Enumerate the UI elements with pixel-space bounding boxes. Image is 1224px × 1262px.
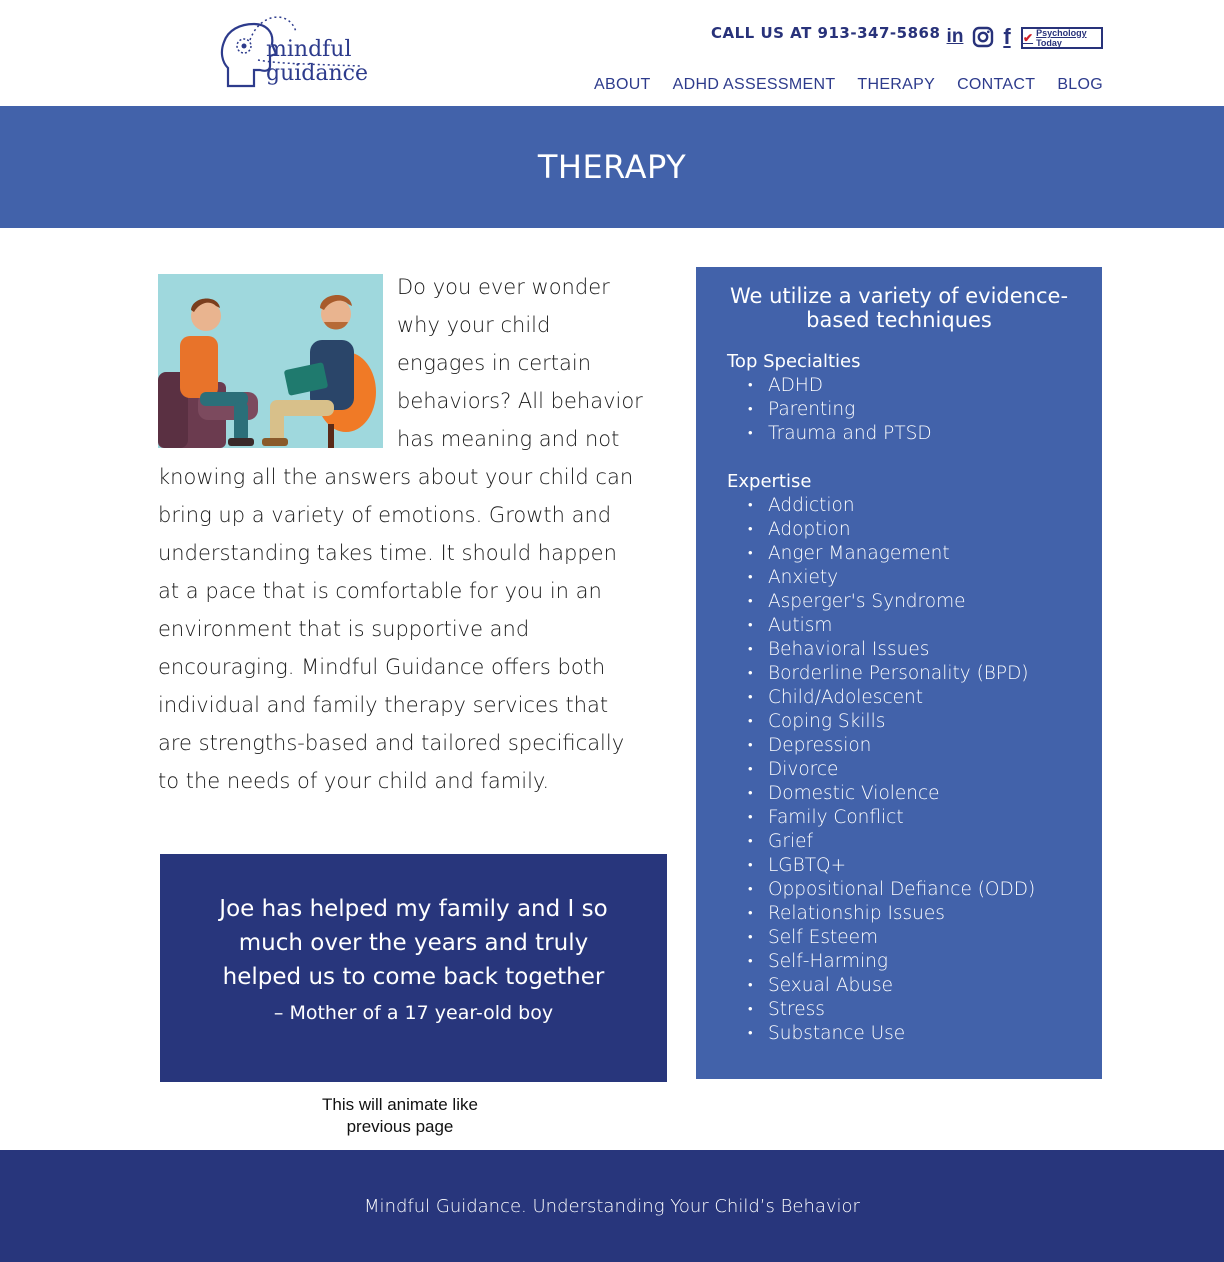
page-banner xyxy=(0,106,1224,228)
psychology-today-badge[interactable] xyxy=(1021,27,1103,49)
site-footer xyxy=(0,1150,1224,1262)
list-item: • Addiction xyxy=(748,494,1102,518)
list-item: • Self-Harming xyxy=(748,950,1102,974)
testimonial-author: – Mother of a 17 year-old boy xyxy=(273,1002,554,1024)
nav-contact[interactable]: CONTACT xyxy=(957,76,1036,93)
list-item: • Family Conflict xyxy=(748,806,1102,830)
expertise-heading: Expertise xyxy=(727,471,812,492)
list-item: • Adoption xyxy=(748,518,1102,542)
page-title: THERAPY xyxy=(537,148,687,186)
nav-blog[interactable]: BLOG xyxy=(1057,76,1103,93)
logo-line-2: guidance xyxy=(266,61,368,86)
main-nav xyxy=(594,76,1103,94)
instagram-icon[interactable] xyxy=(971,24,995,50)
nav-therapy[interactable]: THERAPY xyxy=(857,76,936,93)
site-header xyxy=(0,0,1224,106)
list-item: • Child/Adolescent xyxy=(748,686,1102,710)
list-item: • Self Esteem xyxy=(748,926,1102,950)
top-specialties-heading: Top Specialties xyxy=(727,351,861,372)
list-item: • ADHD xyxy=(748,374,1102,398)
list-item: • Divorce xyxy=(748,758,1102,782)
nav-about[interactable]: ABOUT xyxy=(594,76,651,93)
animation-note: This will animate like previous page xyxy=(322,1095,478,1136)
phone-call[interactable]: CALL US AT 913-347-5868 xyxy=(711,24,941,42)
linkedin-icon[interactable]: in xyxy=(946,26,964,47)
list-item: • Coping Skills xyxy=(748,710,1102,734)
top-specialties-list xyxy=(748,374,1102,446)
list-item: • Parenting xyxy=(748,398,1102,422)
logo-wordmark xyxy=(266,38,368,86)
list-item: • Substance Use xyxy=(748,1022,1102,1046)
expertise-list xyxy=(748,494,1102,1046)
list-item: • Relationship Issues xyxy=(748,902,1102,926)
checkmark-icon: ✔ xyxy=(1023,31,1034,45)
testimonial-text: Joe has helped my family and I so much over the years and truly helped us to come back together xyxy=(219,896,608,990)
list-item: • Trauma and PTSD xyxy=(748,422,1102,446)
list-item: • Behavioral Issues xyxy=(748,638,1102,662)
specialties-panel xyxy=(696,267,1102,1079)
list-item: • Grief xyxy=(748,830,1102,854)
intro-section xyxy=(158,268,644,800)
facebook-icon[interactable]: f xyxy=(1003,24,1011,49)
list-item: • Domestic Violence xyxy=(748,782,1102,806)
specialties-title: We utilize a variety of evidence-based techniques xyxy=(729,284,1069,332)
logo-line-1: mindful xyxy=(266,37,352,62)
intro-paragraph: Do you ever wonder why your child engages in certain behaviors? All behavior has meaning and not knowing all the answers about your child can bring up a variety of emotions. Growth and understanding takes time. It should happen at a pace that is comfortable for you in an environment that is supportive and encouraging. Mindful Guidance offers both individual and family therapy services that are strengths-based and tailored specifically to the needs of your child and family. xyxy=(158,275,643,793)
list-item: • Oppositional Defiance (ODD) xyxy=(748,878,1102,902)
testimonial-quote xyxy=(160,854,667,1082)
list-item: • Borderline Personality (BPD) xyxy=(748,662,1102,686)
list-item: • LGBTQ+ xyxy=(748,854,1102,878)
footer-tagline: Mindful Guidance. Understanding Your Child’s Behavior xyxy=(364,1195,860,1217)
list-item: • Asperger's Syndrome xyxy=(748,590,1102,614)
psychology-today-label: Psychology Today xyxy=(1036,28,1087,48)
list-item: • Autism xyxy=(748,614,1102,638)
list-item: • Stress xyxy=(748,998,1102,1022)
list-item: • Sexual Abuse xyxy=(748,974,1102,998)
therapy-session-illustration xyxy=(158,274,383,448)
list-item: • Anxiety xyxy=(748,566,1102,590)
list-item: • Depression xyxy=(748,734,1102,758)
nav-adhd-assessment[interactable]: ADHD ASSESSMENT xyxy=(672,76,836,93)
list-item: • Anger Management xyxy=(748,542,1102,566)
